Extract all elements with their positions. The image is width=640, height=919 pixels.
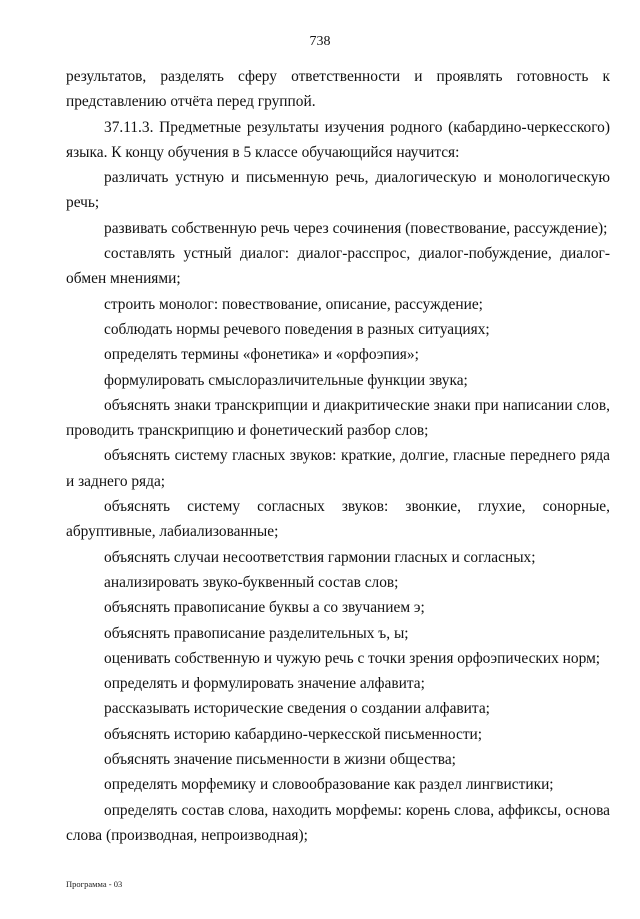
list-item: объяснять систему согласных звуков: звонкие, глухие, сонорные, абруптивные, лабиализованные; — [66, 498, 610, 541]
list-item: объяснять знаки транскрипции и диакритические знаки при написании слов, проводить транскрипцию и фонетический разбор слов; — [66, 396, 610, 440]
list-item: рассказывать исторические сведения о создании алфавита; — [104, 700, 490, 718]
list-item: различать устную и письменную речь, диалогическую и монологическую речь; — [66, 169, 610, 212]
list-item: объяснять правописание разделительных ъ, ы; — [104, 624, 409, 642]
list-item: определять термины «фонетика» и «орфоэпия»; — [104, 346, 419, 364]
paragraph: 37.11.3. Предметные результаты изучения родного (кабардино-черкесского) языка. К концу обучения в 5 классе обучающийся научится: — [66, 118, 610, 161]
list-item: определять морфемику и словообразование как раздел лингвистики; — [104, 776, 554, 794]
paragraph: результатов, разделять сферу ответственности и проявлять готовность к представлению отчёта перед группой. — [66, 68, 610, 111]
list-item: объяснять значение письменности в жизни общества; — [104, 751, 456, 769]
list-item: развивать собственную речь через сочинения (повествование, рассуждение); — [104, 219, 608, 237]
list-item: объяснять систему гласных звуков: краткие, долгие, гласные переднего ряда и заднего ряда; — [66, 447, 610, 490]
list-item: анализировать звуко-буквенный состав слов; — [104, 573, 399, 591]
list-item: объяснять случаи несоответствия гармонии гласных и согласных; — [104, 548, 536, 566]
list-item: строить монолог: повествование, описание, рассуждение; — [104, 295, 483, 313]
list-item: составлять устный диалог: диалог-расспрос, диалог-побуждение, диалог-обмен мнениями; — [66, 245, 610, 288]
footer-label: Программа - 03 — [66, 879, 123, 889]
list-item: соблюдать нормы речевого поведения в разных ситуациях; — [104, 320, 490, 338]
page-number: 738 — [309, 34, 331, 49]
list-item: определять состав слова, находить морфемы: корень слова, аффиксы, основа слова (производная, непроизводная); — [66, 801, 610, 844]
list-item: оценивать собственную и чужую речь с точки зрения орфоэпических норм; — [104, 649, 601, 667]
list-item: формулировать смыслоразличительные функции звука; — [104, 371, 468, 389]
list-item: объяснять правописание буквы а со звучанием э; — [104, 599, 425, 617]
list-item: определять и формулировать значение алфавита; — [104, 675, 425, 693]
document-body — [66, 64, 610, 848]
list-item: объяснять историю кабардино-черкесской письменности; — [104, 725, 483, 743]
